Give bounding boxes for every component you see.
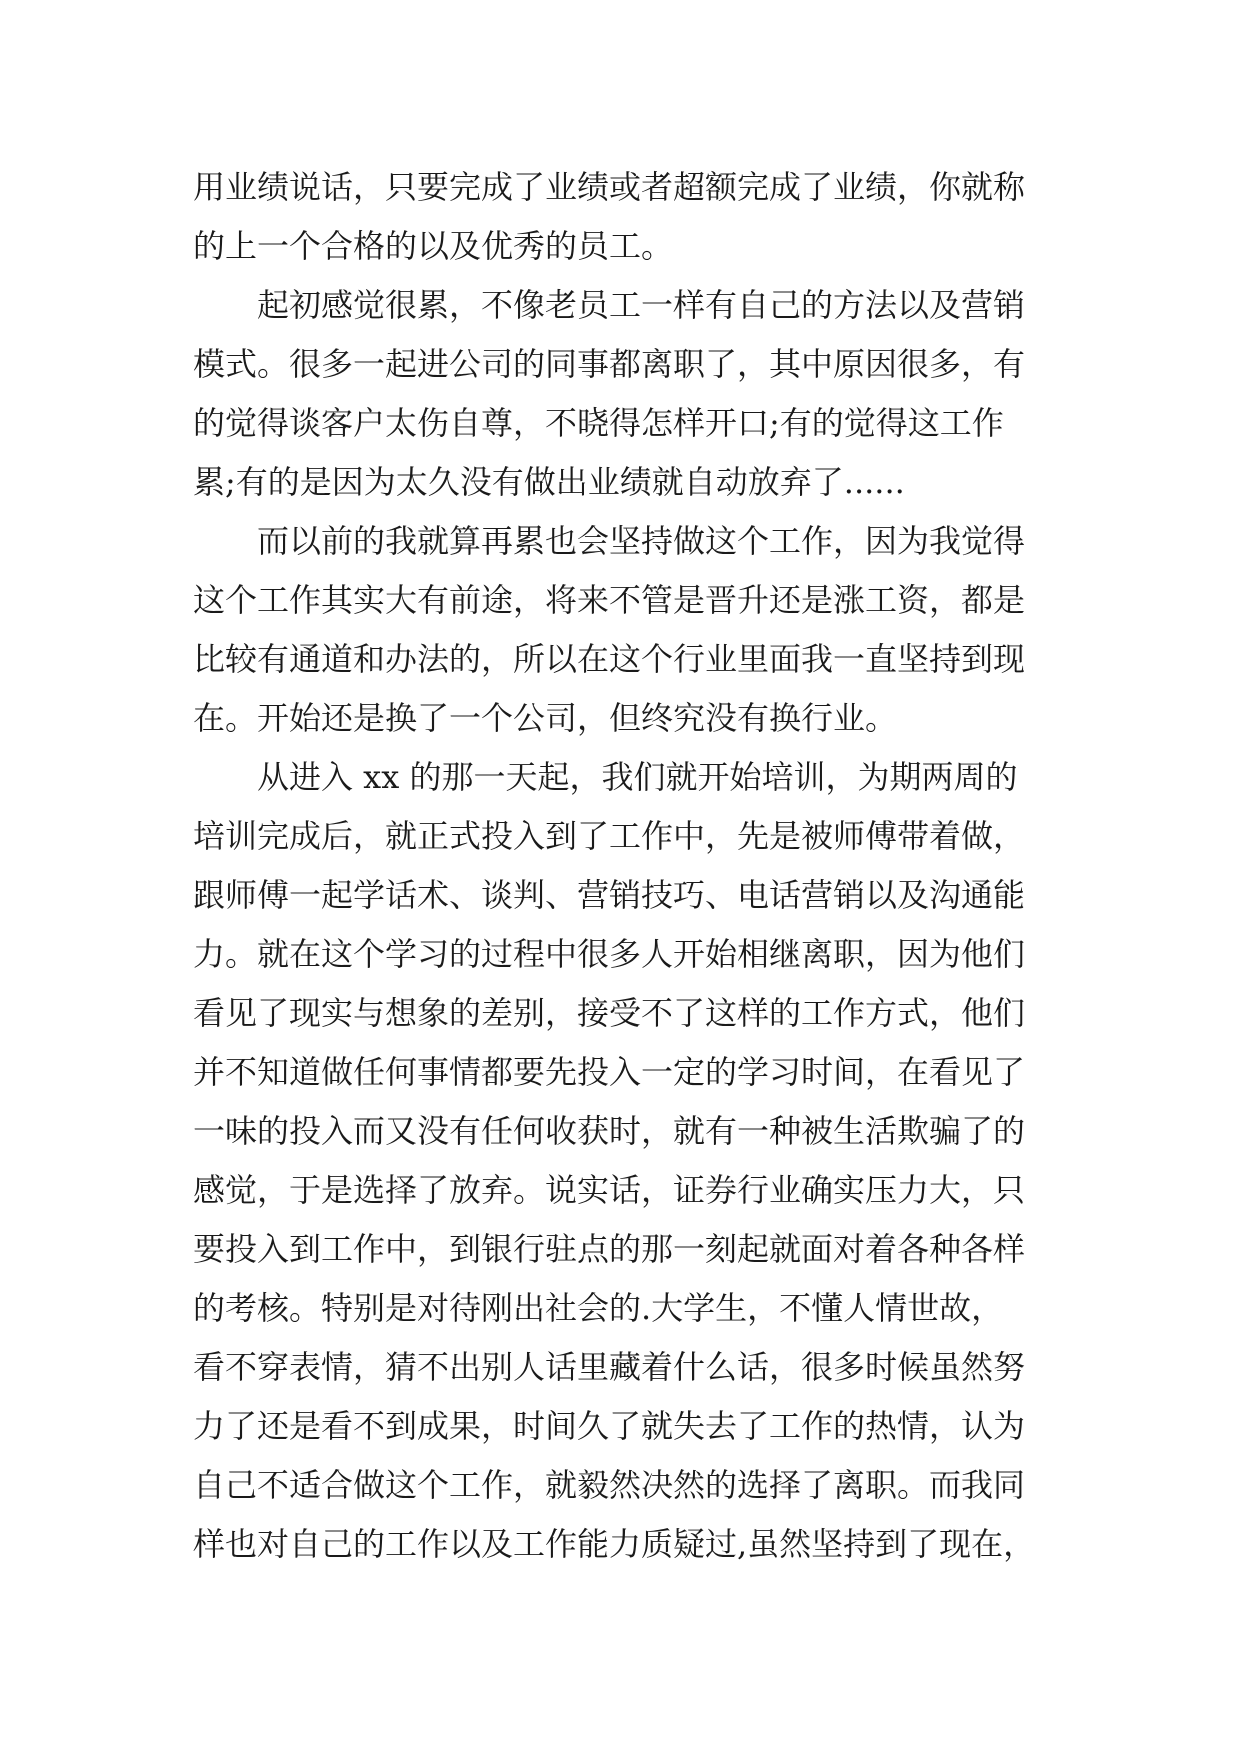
text-line: 的考核。特别是对待刚出社会的.大学生，不懂人情世故， — [193, 1289, 1004, 1327]
text-line: 模式。很多一起进公司的同事都离职了，其中原因很多，有 — [193, 345, 1026, 383]
text-line: 并不知道做任何事情都要先投入一定的学习时间，在看见了 — [193, 1053, 1026, 1091]
text-line: 自己不适合做这个工作，就毅然决然的选择了离职。而我同 — [193, 1466, 1026, 1504]
text-line: 一味的投入而又没有任何收获时，就有一种被生活欺骗了的 — [193, 1112, 1026, 1150]
text-line: 比较有通道和办法的，所以在这个行业里面我一直坚持到现 — [193, 640, 1026, 678]
text-line: 样也对自己的工作以及工作能力质疑过,虽然坚持到了现在， — [193, 1525, 1036, 1563]
text-line: 起初感觉很累，不像老员工一样有自己的方法以及营销 — [257, 286, 1026, 324]
text-line: 力。就在这个学习的过程中很多人开始相继离职，因为他们 — [193, 935, 1026, 973]
text-line: 力了还是看不到成果，时间久了就失去了工作的热情，认为 — [193, 1407, 1026, 1445]
text-line: 感觉，于是选择了放弃。说实话，证券行业确实压力大，只 — [193, 1171, 1026, 1209]
text-line: 跟师傅一起学话术、谈判、营销技巧、电话营销以及沟通能 — [193, 876, 1026, 914]
text-line: 在。开始还是换了一个公司，但终究没有换行业。 — [193, 699, 898, 737]
text-line: 这个工作其实大有前途，将来不管是晋升还是涨工资，都是 — [193, 581, 1026, 619]
text-line: 累;有的是因为太久没有做出业绩就自动放弃了...... — [193, 463, 905, 501]
text-line: 用业绩说话，只要完成了业绩或者超额完成了业绩，你就称 — [193, 168, 1026, 206]
body-text — [193, 158, 1051, 1574]
text-line: 培训完成后，就正式投入到了工作中，先是被师傅带着做， — [193, 817, 1026, 855]
text-line: 而以前的我就算再累也会坚持做这个工作，因为我觉得 — [257, 522, 1026, 560]
text-line: 从进入 xx 的那一天起，我们就开始培训，为期两周的 — [257, 758, 1018, 796]
text-line: 的觉得谈客户太伤自尊，不晓得怎样开口;有的觉得这工作 — [193, 404, 1004, 442]
text-line: 看不穿表情，猜不出别人话里藏着什么话，很多时候虽然努 — [193, 1348, 1026, 1386]
text-line: 的上一个合格的以及优秀的员工。 — [193, 227, 674, 265]
text-line: 看见了现实与想象的差别，接受不了这样的工作方式，他们 — [193, 994, 1026, 1032]
text-line: 要投入到工作中，到银行驻点的那一刻起就面对着各种各样 — [193, 1230, 1026, 1268]
